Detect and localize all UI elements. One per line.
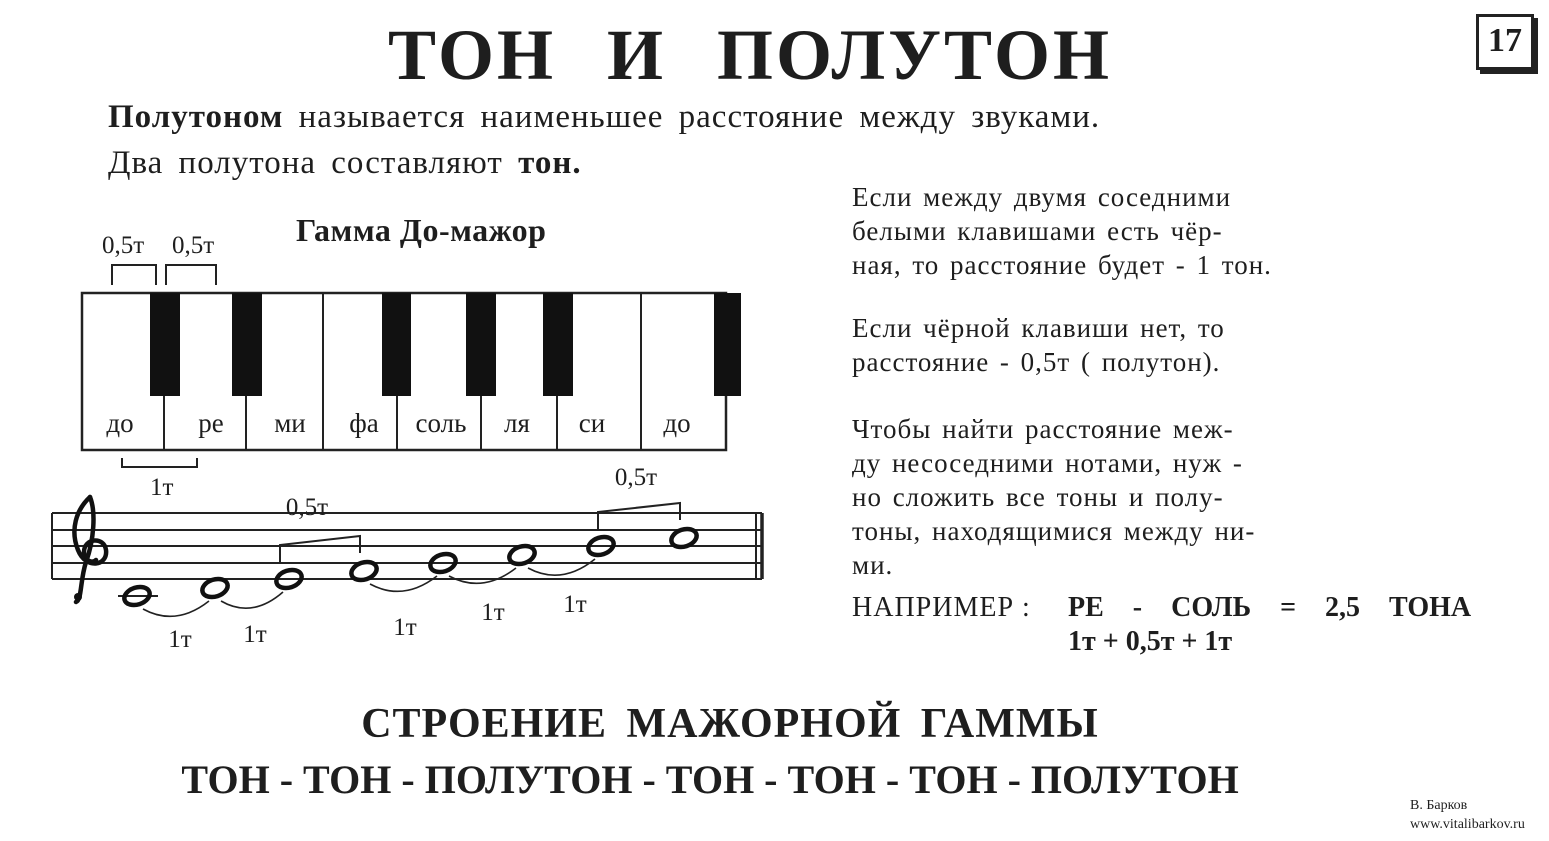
piano-keyboard <box>82 293 741 450</box>
rule3-line: тоны, находящимися между ни- <box>852 516 1256 546</box>
black-key <box>543 293 573 396</box>
intro-second-line: Два полутона составляют <box>108 145 519 181</box>
staff-interval-label: 1т <box>243 621 267 648</box>
white-key-label: до <box>106 408 134 438</box>
semitone-bracket <box>280 536 360 563</box>
semitone-brackets <box>112 265 216 285</box>
staff-interval-label: 1т <box>563 591 587 618</box>
bracket-label-right: 0,5т <box>172 232 215 259</box>
rule3-line: но сложить все тоны и полу- <box>852 482 1224 512</box>
example-calculation: 1т + 0,5т + 1т <box>1068 626 1233 657</box>
tone-bracket-label: 1т <box>150 474 174 501</box>
example-expression: РЕ - СОЛЬ = 2,5 ТОНА <box>1068 592 1472 623</box>
white-key-label: соль <box>415 408 467 438</box>
rule1-line: белыми клавишами есть чёр- <box>852 216 1223 246</box>
staff-interval-label: 0,5т <box>285 494 329 521</box>
rule-neighbor-keys <box>852 180 1272 282</box>
structure-title: СТРОЕНИЕ МАЖОРНОЙ ГАММЫ <box>361 701 1099 747</box>
rule2-line: расстояние - 0,5т ( полутон). <box>852 347 1221 377</box>
tone-slur <box>143 601 209 616</box>
tone-slur <box>449 568 516 583</box>
rule3-line: ми. <box>852 550 894 580</box>
rule1-line: Если между двумя соседними <box>852 182 1232 212</box>
page-number-badge: 17 <box>1476 14 1534 70</box>
staff-interval-label: 0,5т <box>614 464 658 491</box>
black-key <box>232 293 262 396</box>
rule-no-black-key <box>852 311 1225 379</box>
white-key-label: си <box>578 408 606 438</box>
rule3-line: ду несоседними нотами, нуж - <box>852 448 1243 478</box>
tone-bracket <box>122 458 197 467</box>
white-key-label: фа <box>349 408 379 438</box>
staff-interval-label: 1т <box>168 626 192 653</box>
black-key <box>714 293 741 396</box>
white-key-label: ми <box>274 408 306 438</box>
website-credit: www.vitalibarkov.ru <box>1410 817 1525 832</box>
structure-formula: ТОН - ТОН - ПОЛУТОН - ТОН - ТОН - ТОН - ПОЛУТОН <box>181 757 1239 802</box>
bracket-label-left: 0,5т <box>102 232 145 259</box>
white-key-label: до <box>663 408 691 438</box>
example-label: НАПРИМЕР : <box>852 592 1031 623</box>
black-key <box>466 293 496 396</box>
tone-slur <box>221 592 283 608</box>
term-tone: тон. <box>518 145 582 181</box>
term-semitone: Полутоном <box>108 99 284 135</box>
rule3-line: Чтобы найти расстояние меж- <box>852 414 1234 444</box>
rule-non-adjacent <box>852 412 1255 582</box>
author-credit: В. Барков <box>1410 798 1468 813</box>
staff-interval-label: 1т <box>393 614 417 641</box>
black-key <box>150 293 180 396</box>
staff-interval-label: 1т <box>481 599 505 626</box>
white-key-label: ре <box>198 408 224 438</box>
rule1-line: ная, то расстояние будет - 1 тон. <box>852 250 1272 280</box>
rule2-line: Если чёрной клавиши нет, то <box>852 313 1225 343</box>
page-title: ТОН И ПОЛУТОН <box>387 15 1113 95</box>
scale-title: Гамма До-мажор <box>296 212 547 248</box>
semitone-bracket <box>598 503 680 530</box>
black-key <box>382 293 411 396</box>
intro-definition: называется наименьшее расстояние между звуками. <box>283 99 1101 135</box>
white-key-label: ля <box>504 408 530 438</box>
music-staff <box>52 497 762 602</box>
tone-slur <box>528 559 595 575</box>
